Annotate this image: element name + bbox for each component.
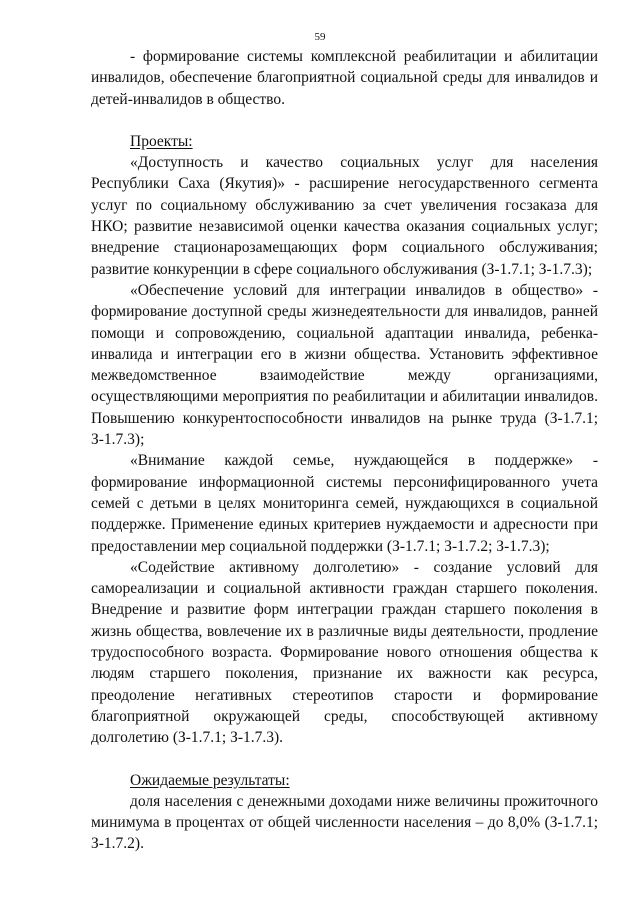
intro-paragraph: - формирование системы комплексной реабилитации и абилитации инвалидов, обеспечение благоприятной социальной среды для инвалидов и детей-инвалидов в общество. <box>91 48 598 108</box>
projects-heading: Проекты: <box>130 132 193 150</box>
expected-results-heading: Ожидаемые результаты: <box>130 771 290 789</box>
page-number: 59 <box>314 31 326 43</box>
project-accessibility-social-services: «Доступность и качество социальных услуг для населения Республики Саха (Якутия)» - расширение негосударственного сегмента услуг по социальному обслуживанию за счет увеличения госзаказа для НКО; развитие независимой оценки качества оказания социальных услуг; внедрение стационарозамещающих форм социального обслуживания; развитие конкуренции в сфере социального обслуживания (З-1.7.1; З-1.7.3); <box>91 154 598 278</box>
expected-result-item: доля населения с денежными доходами ниже величины прожиточного минимума в процентах от общей численности населения – до 8,0% (З-1.7.1; З-1.7.2). <box>91 792 598 853</box>
project-family-support: «Внимание каждой семье, нуждающейся в поддержке» - формирование информационной системы персонифицированного учета семей с детьми в целях мониторинга семей, нуждающихся в социальной поддержке. Применение единых критериев нуждаемости и адресности при предоставлении мер социальной поддержки (З-1.7.1; З-1.7.2; З-1.7.3); <box>91 452 598 555</box>
document-body <box>91 46 598 855</box>
project-active-longevity: «Содействие активному долголетию» - создание условий для самореализации и социальной активности граждан старшего поколения. Внедрение и развитие форм интеграции граждан старшего поколения в жизнь общества, вовлечение их в различные виды деятельности, продление трудоспособного возраста. Формирование нового отношения общества к людям старшего поколения, признание их важности как ресурса, преодоление негативных стереотипов старости и формирование благоприятной окружающей среды, способствующей активному долголетию (З-1.7.1; З-1.7.3). <box>91 558 598 747</box>
project-disabled-integration: «Обеспечение условий для интеграции инвалидов в общество» - формирование доступной среды жизнедеятельности для инвалидов, ранней помощи и сопровождению, социальной адаптации инвалида, ребенка-инвалида и интеграции его в жизни общества. Установить эффективное межведомственное взаимодействие между организациями, осуществляющими мероприятия по реабилитации и абилитации инвалидов. Повышению конкурентоспособности инвалидов на рынке труда (З-1.7.1; З-1.7.3); <box>91 281 598 449</box>
paragraph-gap <box>91 110 598 131</box>
paragraph-gap <box>91 749 598 770</box>
